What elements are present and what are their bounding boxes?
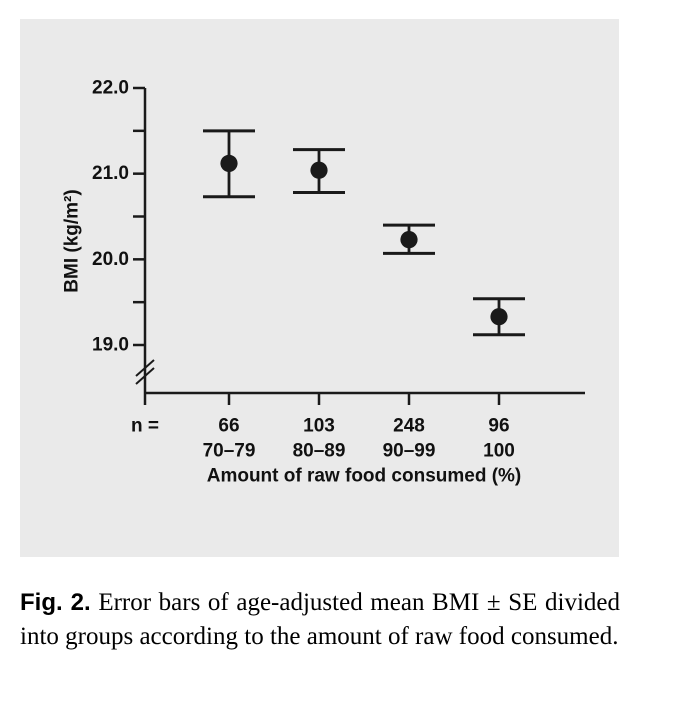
chart-panel xyxy=(20,19,619,557)
mean-dot xyxy=(490,308,507,325)
category-label: 100 xyxy=(483,440,515,462)
category-label: 80–89 xyxy=(292,440,346,462)
y-axis-title: BMI (kg/m²) xyxy=(61,189,83,293)
mean-dot xyxy=(400,231,417,248)
y-tick-label: 21.0 xyxy=(92,163,129,185)
n-value-label: 96 xyxy=(488,415,510,437)
mean-dot xyxy=(220,155,237,172)
n-value-label: 248 xyxy=(393,415,425,437)
x-axis-title: Amount of raw food consumed (%) xyxy=(206,465,522,487)
n-prefix-label: n = xyxy=(131,415,159,437)
figure-caption-label: Fig. 2. xyxy=(20,589,91,616)
y-tick-label: 19.0 xyxy=(92,334,129,356)
n-value-label: 103 xyxy=(303,415,335,437)
n-value-label: 66 xyxy=(218,415,240,437)
y-tick-label: 22.0 xyxy=(92,77,129,99)
y-tick-label: 20.0 xyxy=(92,248,129,270)
figure-caption xyxy=(20,586,620,654)
mean-dot xyxy=(310,162,327,179)
category-label: 90–99 xyxy=(382,440,436,462)
category-label: 70–79 xyxy=(202,440,256,462)
errorbar-chart xyxy=(20,19,619,557)
figure-caption-text: Error bars of age-adjusted mean BMI ± SE divided into groups according to the amount of raw food consumed. xyxy=(20,589,620,650)
